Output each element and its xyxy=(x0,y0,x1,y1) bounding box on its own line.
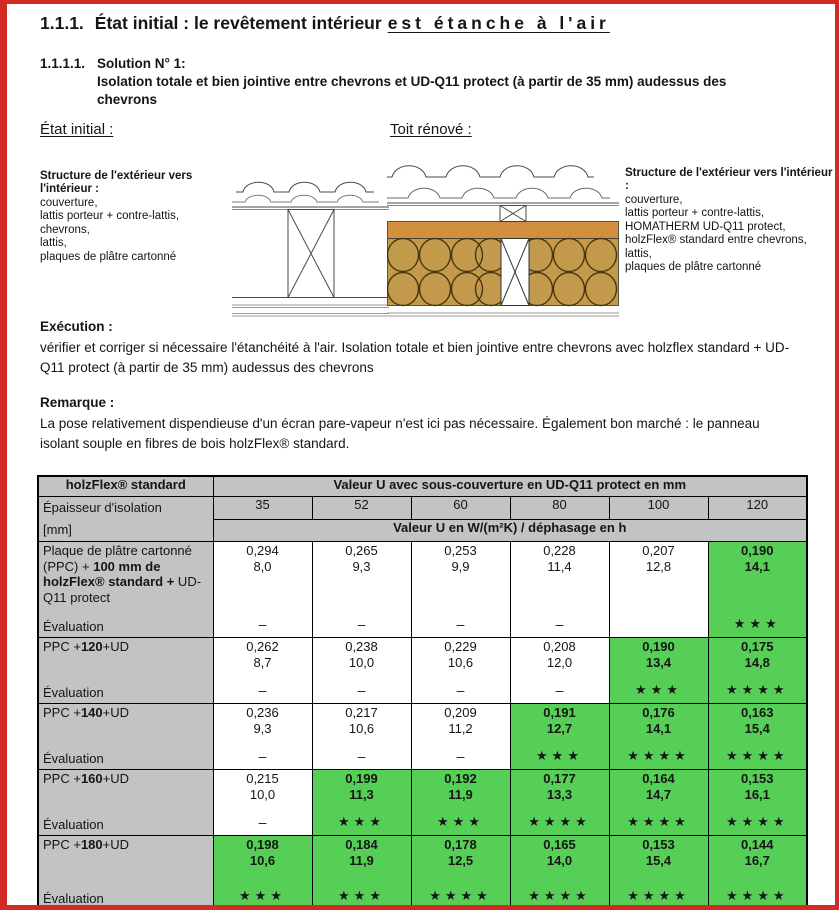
value-cell xyxy=(411,638,510,704)
thickness-unit: [mm] xyxy=(43,522,72,538)
evaluation-rating: – xyxy=(357,748,366,765)
value-cell xyxy=(411,542,510,638)
dephasage-value: 12,8 xyxy=(645,559,672,575)
solution-block xyxy=(40,55,737,110)
u-value: 0,198 xyxy=(246,837,279,853)
u-value: 0,190 xyxy=(642,639,675,655)
plaster-board-lines xyxy=(232,305,389,316)
dephasage-value: 11,4 xyxy=(547,559,572,575)
dephasage-value: 15,4 xyxy=(744,721,770,737)
value-cell xyxy=(213,770,312,836)
value-cell xyxy=(510,542,609,638)
thickness-col: 35 xyxy=(213,497,312,520)
value-cell xyxy=(510,770,609,836)
evaluation-rating: – xyxy=(456,748,465,765)
dephasage-value: 11,2 xyxy=(448,721,473,737)
value-cell xyxy=(312,542,411,638)
execution-text: vérifier et corriger si nécessaire l'étanchéité à l'air. Isolation totale et bien jointive entre chevrons avec holzflex standard + UD-Q11 protect (à partir de 35 mm) audessus des chevrons xyxy=(40,340,790,376)
row-label: PPC +180+UD xyxy=(43,837,130,853)
layer-item: chevrons, xyxy=(40,223,90,236)
table-row xyxy=(38,770,807,836)
layer-list xyxy=(40,197,225,264)
structure-list-initial xyxy=(40,170,225,264)
evaluation-rating: – xyxy=(258,616,267,633)
dephasage-value: 16,1 xyxy=(744,787,770,803)
value-cell xyxy=(609,542,708,638)
dephasage-value: 10,6 xyxy=(447,655,474,671)
value-cell xyxy=(213,638,312,704)
u-value: 0,265 xyxy=(345,543,378,559)
value-cell xyxy=(708,770,807,836)
layer-item: plaques de plâtre cartonné xyxy=(40,250,177,263)
heading-execution: Exécution : xyxy=(40,319,113,334)
solution-label: Solution N° 1: xyxy=(97,56,186,71)
u-value: 0,199 xyxy=(345,771,378,787)
u-value: 0,262 xyxy=(246,639,279,655)
layer-item: couverture, xyxy=(625,193,683,206)
dephasage-value: 13,4 xyxy=(645,655,672,671)
evaluation-rating: ★★★★ xyxy=(429,888,492,904)
title-text: État initial : le revêtement intérieur xyxy=(94,13,382,33)
evaluation-rating: ★★★ xyxy=(239,888,286,904)
u-value: 0,207 xyxy=(642,543,675,559)
layer-item: holzFlex® standard entre chevrons, xyxy=(625,234,807,247)
value-cell xyxy=(411,704,510,770)
evaluation-label: Évaluation xyxy=(43,751,104,767)
dephasage-value: 10,6 xyxy=(348,721,375,737)
evaluation-rating: – xyxy=(555,682,564,699)
dephasage-value: 14,0 xyxy=(546,853,573,869)
u-value: 0,228 xyxy=(543,543,576,559)
dephasage-value: 12,7 xyxy=(546,721,573,737)
layer-item: HOMATHERM UD-Q11 protect, xyxy=(625,220,786,233)
evaluation-rating: – xyxy=(258,748,267,765)
ud-q11-layer xyxy=(388,222,619,239)
corner-header: holzFlex® standard xyxy=(38,476,213,497)
u-value: 0,192 xyxy=(444,771,477,787)
dephasage-value: 12,0 xyxy=(546,655,573,671)
evaluation-rating: – xyxy=(555,616,564,633)
thickness-label: Épaisseur d'isolation xyxy=(43,500,162,515)
u-value: 0,144 xyxy=(740,837,774,853)
heading-remarque: Remarque : xyxy=(40,395,115,410)
value-cell xyxy=(411,836,510,910)
table-header-row-1 xyxy=(38,476,807,497)
value-cell xyxy=(312,638,411,704)
dephasage-value: 14,8 xyxy=(744,655,770,671)
value-cell xyxy=(708,542,807,638)
dephasage-value: 8,7 xyxy=(253,655,272,671)
roof-tiles-under xyxy=(387,188,610,198)
u-value: 0,164 xyxy=(642,771,675,787)
roof-tiles-under xyxy=(232,195,379,202)
dephasage-value: 14,1 xyxy=(744,559,770,575)
dephasage-value: 14,1 xyxy=(645,721,672,737)
u-value: 0,217 xyxy=(345,705,378,721)
row-label: PPC +120+UD xyxy=(43,639,130,655)
u-value: 0,178 xyxy=(444,837,477,853)
u-value: 0,238 xyxy=(345,639,378,655)
layer-item: lattis porteur + contre-lattis, xyxy=(625,207,765,220)
dephasage-value: 10,0 xyxy=(348,655,375,671)
dephasage-value: 15,4 xyxy=(645,853,672,869)
evaluation-rating: – xyxy=(258,814,267,831)
evaluation-rating: ★★★★ xyxy=(627,888,690,904)
thickness-col: 100 xyxy=(609,497,708,520)
dephasage-value: 8,0 xyxy=(253,559,272,575)
evaluation-label: Évaluation xyxy=(43,619,104,635)
value-cell xyxy=(213,542,312,638)
evaluation-rating: ★★★★ xyxy=(725,748,789,764)
value-cell xyxy=(609,704,708,770)
u-value: 0,208 xyxy=(543,639,576,655)
evaluation-rating: – xyxy=(357,616,366,633)
evaluation-rating: ★★★ xyxy=(635,682,682,698)
u-value: 0,176 xyxy=(642,705,675,721)
u-value: 0,165 xyxy=(543,837,576,853)
evaluation-rating: ★★★★ xyxy=(725,682,789,698)
layer-item: couverture, xyxy=(40,196,98,209)
table-row xyxy=(38,542,807,638)
row-label-cell xyxy=(38,542,213,638)
u-value: 0,153 xyxy=(740,771,774,787)
evaluation-rating: ★★★★ xyxy=(528,814,591,830)
u-value: 0,175 xyxy=(740,639,774,655)
dephasage-value: 12,5 xyxy=(447,853,474,869)
evaluation-label: Évaluation xyxy=(43,891,104,907)
row-label-cell xyxy=(38,836,213,910)
evaluation-rating: ★★★ xyxy=(437,814,484,830)
u-table-body xyxy=(38,542,807,910)
table-header-row-2 xyxy=(38,497,807,520)
evaluation-rating: ★★★ xyxy=(536,748,583,764)
structure-title: Structure de l'extérieur vers l'intérieur : xyxy=(40,170,193,196)
table-row xyxy=(38,638,807,704)
value-cell xyxy=(213,836,312,910)
structure-list-renove xyxy=(625,167,833,275)
dephasage-value: 16,7 xyxy=(744,853,770,869)
table-row xyxy=(38,704,807,770)
value-cell xyxy=(510,638,609,704)
evaluation-label: Évaluation xyxy=(43,685,104,701)
evaluation-rating: ★★★ xyxy=(338,814,385,830)
page-title xyxy=(40,13,610,34)
value-cell xyxy=(609,638,708,704)
span-header: Valeur U avec sous-couverture en UD-Q11 protect en mm xyxy=(213,476,807,497)
dephasage-value: 10,6 xyxy=(249,853,276,869)
solution-number: 1.1.1.1. xyxy=(40,56,86,71)
evaluation-label: Évaluation xyxy=(43,817,104,833)
value-cell xyxy=(411,770,510,836)
evaluation-rating: – xyxy=(357,682,366,699)
dephasage-value: 9,3 xyxy=(253,721,272,737)
u-value: 0,209 xyxy=(444,705,477,721)
evaluation-rating: – xyxy=(456,682,465,699)
roof-tiles-top xyxy=(387,166,594,177)
dephasage-value: 10,0 xyxy=(249,787,276,803)
structure-title: Structure de l'extérieur vers l'intérieur : xyxy=(625,167,833,193)
row-label-cell xyxy=(38,704,213,770)
value-cell xyxy=(312,836,411,910)
u-value: 0,184 xyxy=(345,837,378,853)
layer-item: plaques de plâtre cartonné xyxy=(625,261,762,274)
layer-item: lattis porteur + contre-lattis, xyxy=(40,210,180,223)
etat-initial-diagram xyxy=(232,157,389,319)
u-value-table xyxy=(37,475,808,910)
evaluation-rating: ★★★ xyxy=(338,888,385,904)
heading-etat-initial: État initial : xyxy=(40,121,114,138)
row-label-cell xyxy=(38,638,213,704)
evaluation-rating: – xyxy=(456,616,465,633)
solution-description: Isolation totale et bien jointive entre chevrons et UD-Q11 protect (à partir de 35 mm) audessus des chevrons xyxy=(97,74,727,108)
remarque-text: La pose relativement dispendieuse d'un écran pare-vapeur n'est ici pas nécessaire. Également bon marché : le panneau isolant souple en fibres de bois holzFlex® standard. xyxy=(40,416,760,452)
u-value: 0,177 xyxy=(543,771,576,787)
value-cell xyxy=(708,704,807,770)
dephasage-value: 9,9 xyxy=(451,559,470,575)
title-number: 1.1.1. xyxy=(40,13,84,33)
heading-toit-renove: Toit rénové : xyxy=(390,121,472,138)
roof-tiles-top xyxy=(236,182,374,192)
u-value: 0,229 xyxy=(444,639,477,655)
value-cell xyxy=(312,770,411,836)
dephasage-value: 13,3 xyxy=(546,787,573,803)
evaluation-rating: ★★★★ xyxy=(627,814,690,830)
evaluation-rating: ★★★★ xyxy=(627,748,690,764)
dephasage-value: 11,3 xyxy=(349,787,374,803)
unit-header: Valeur U en W/(m²K) / déphasage en h xyxy=(213,519,807,542)
thickness-col: 60 xyxy=(411,497,510,520)
evaluation-rating: – xyxy=(258,682,267,699)
value-cell xyxy=(708,638,807,704)
dephasage-value: 9,3 xyxy=(352,559,371,575)
u-value: 0,163 xyxy=(740,705,774,721)
value-cell xyxy=(213,704,312,770)
u-value: 0,215 xyxy=(246,771,279,787)
u-value: 0,236 xyxy=(246,705,279,721)
u-value: 0,253 xyxy=(444,543,477,559)
toit-renove-diagram xyxy=(387,153,619,321)
u-value: 0,153 xyxy=(642,837,675,853)
evaluation-rating: ★★★★ xyxy=(528,888,591,904)
title-emphasis: est étanche à l'air xyxy=(387,13,610,33)
value-cell xyxy=(708,836,807,910)
table-row xyxy=(38,836,807,910)
thickness-col: 80 xyxy=(510,497,609,520)
dephasage-value: 11,9 xyxy=(349,853,374,869)
row-label: PPC +160+UD xyxy=(43,771,130,787)
u-value: 0,191 xyxy=(543,705,576,721)
u-value-table-container xyxy=(37,475,808,910)
layer-list xyxy=(625,194,833,275)
value-cell xyxy=(312,704,411,770)
plaster-board-lines xyxy=(387,313,619,316)
layer-item: lattis, xyxy=(40,237,67,250)
thickness-col: 52 xyxy=(312,497,411,520)
value-cell xyxy=(609,836,708,910)
dephasage-value: 14,7 xyxy=(645,787,672,803)
row-label: Plaque de plâtre cartonné (PPC) + 100 mm de holzFlex® standard + UD-Q11 protect xyxy=(43,543,202,605)
value-cell xyxy=(510,704,609,770)
row-label-cell xyxy=(38,770,213,836)
evaluation-rating: ★★★★ xyxy=(725,888,789,904)
evaluation-rating xyxy=(614,616,704,637)
value-cell xyxy=(609,770,708,836)
u-value: 0,190 xyxy=(740,543,774,559)
evaluation-rating: ★★★ xyxy=(733,616,781,632)
row-label: PPC +140+UD xyxy=(43,705,130,721)
thickness-col: 120 xyxy=(708,497,807,520)
layer-item: lattis, xyxy=(625,247,652,260)
evaluation-rating: ★★★★ xyxy=(725,814,789,830)
value-cell xyxy=(510,836,609,910)
dephasage-value: 11,9 xyxy=(448,787,473,803)
u-value: 0,294 xyxy=(246,543,279,559)
thickness-row-header xyxy=(38,497,213,542)
